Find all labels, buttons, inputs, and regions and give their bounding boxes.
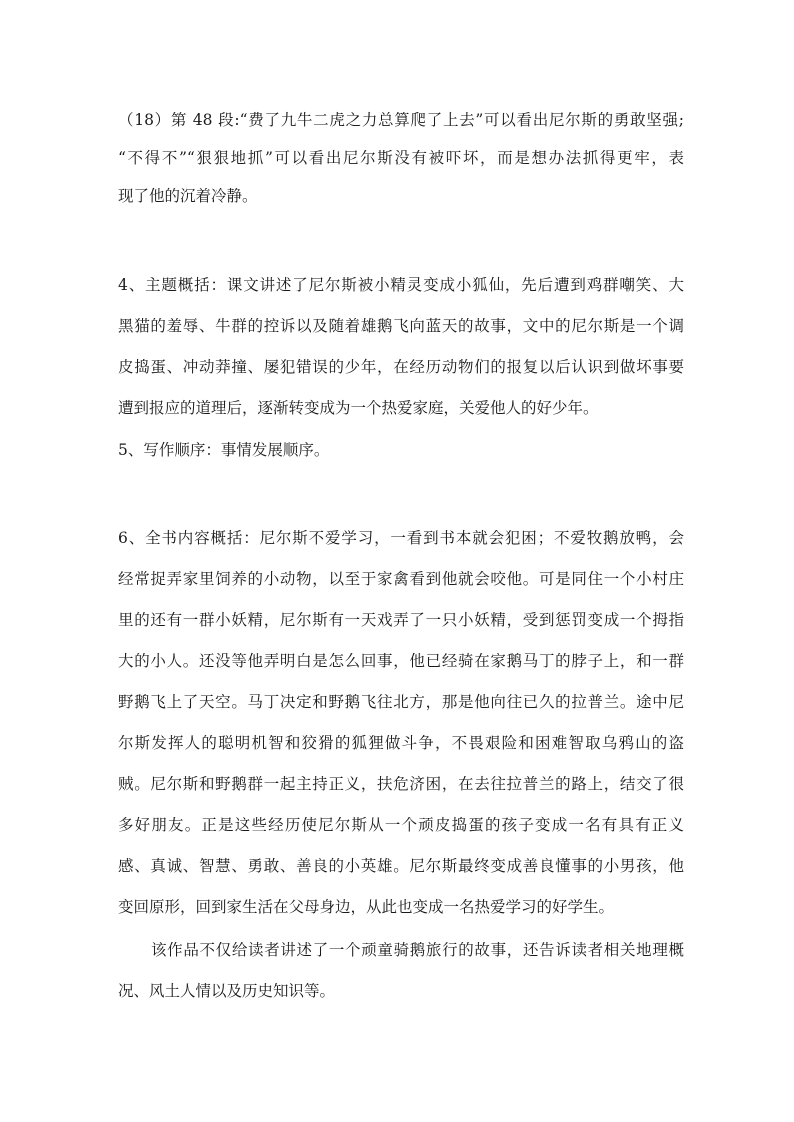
text-line: 野鹅飞上了天空。马丁决定和野鹅飞往北方，那是他向往已久的拉普兰。途中尼	[118, 693, 684, 711]
text-line: 贼。尼尔斯和野鹅群一起主持正义，扶危济困，在去往拉普兰的路上，结交了很	[118, 775, 684, 793]
text-line: 多好朋友。正是这些经历使尼尔斯从一个顽皮捣蛋的孩子变成一名有具有正义	[118, 816, 684, 834]
text-line: 经常捉弄家里饲养的小动物，以至于家禽看到他就会咬他。可是同住一个小村庄	[118, 570, 684, 588]
text-line: 现了他的沉着冷静。	[118, 187, 258, 205]
text-line: 5、写作顺序：事情发展顺序。	[118, 441, 330, 459]
text-line: 况、风土人情以及历史知识等。	[118, 982, 336, 1000]
text-line: 黑猫的羞辱、牛群的控诉以及随着雄鹅飞向蓝天的故事，文中的尼尔斯是一个调	[118, 317, 684, 335]
text-line: 感、真诚、智慧、勇敢、善良的小英雄。尼尔斯最终变成善良懂事的小男孩，他	[118, 857, 684, 875]
text-line: 皮捣蛋、冲动莽撞、屡犯错误的少年，在经历动物们的报复以后认识到做坏事要	[118, 358, 684, 376]
text-line: “不得不”“狠狠地抓”可以看出尼尔斯没有被吓坏，而是想办法抓得更牢，表	[118, 149, 684, 167]
text-line: 尔斯发挥人的聪明机智和狡猾的狐狸做斗争，不畏艰险和困难智取乌鸦山的盗	[118, 734, 684, 752]
text-line: 变回原形，回到家生活在父母身边，从此也变成一名热爱学习的好学生。	[118, 898, 615, 916]
text-line: 大的小人。还没等他弄明白是怎么回事，他已经骑在家鹅马丁的脖子上，和一群	[118, 652, 684, 670]
text-line: 4、主题概括：课文讲述了尼尔斯被小精灵变成小狐仙，先后遭到鸡群嘲笑、大	[118, 276, 684, 294]
text-line: 里的还有一群小妖精，尼尔斯有一天戏弄了一只小妖精，受到惩罚变成一个拇指	[118, 611, 684, 629]
text-line: 6、全书内容概括：尼尔斯不爱学习，一看到书本就会犯困；不爱牧鹅放鸭，会	[118, 529, 684, 547]
text-line: 遭到报应的道理后，逐渐转变成为一个热爱家庭，关爱他人的好少年。	[118, 399, 599, 417]
text-line: 该作品不仅给读者讲述了一个顽童骑鹅旅行的故事，还告诉读者相关地理概	[151, 941, 684, 959]
text-line: （18）第 48 段:“费了九牛二虎之力总算爬了上去”可以看出尼尔斯的勇敢坚强;	[118, 111, 684, 129]
